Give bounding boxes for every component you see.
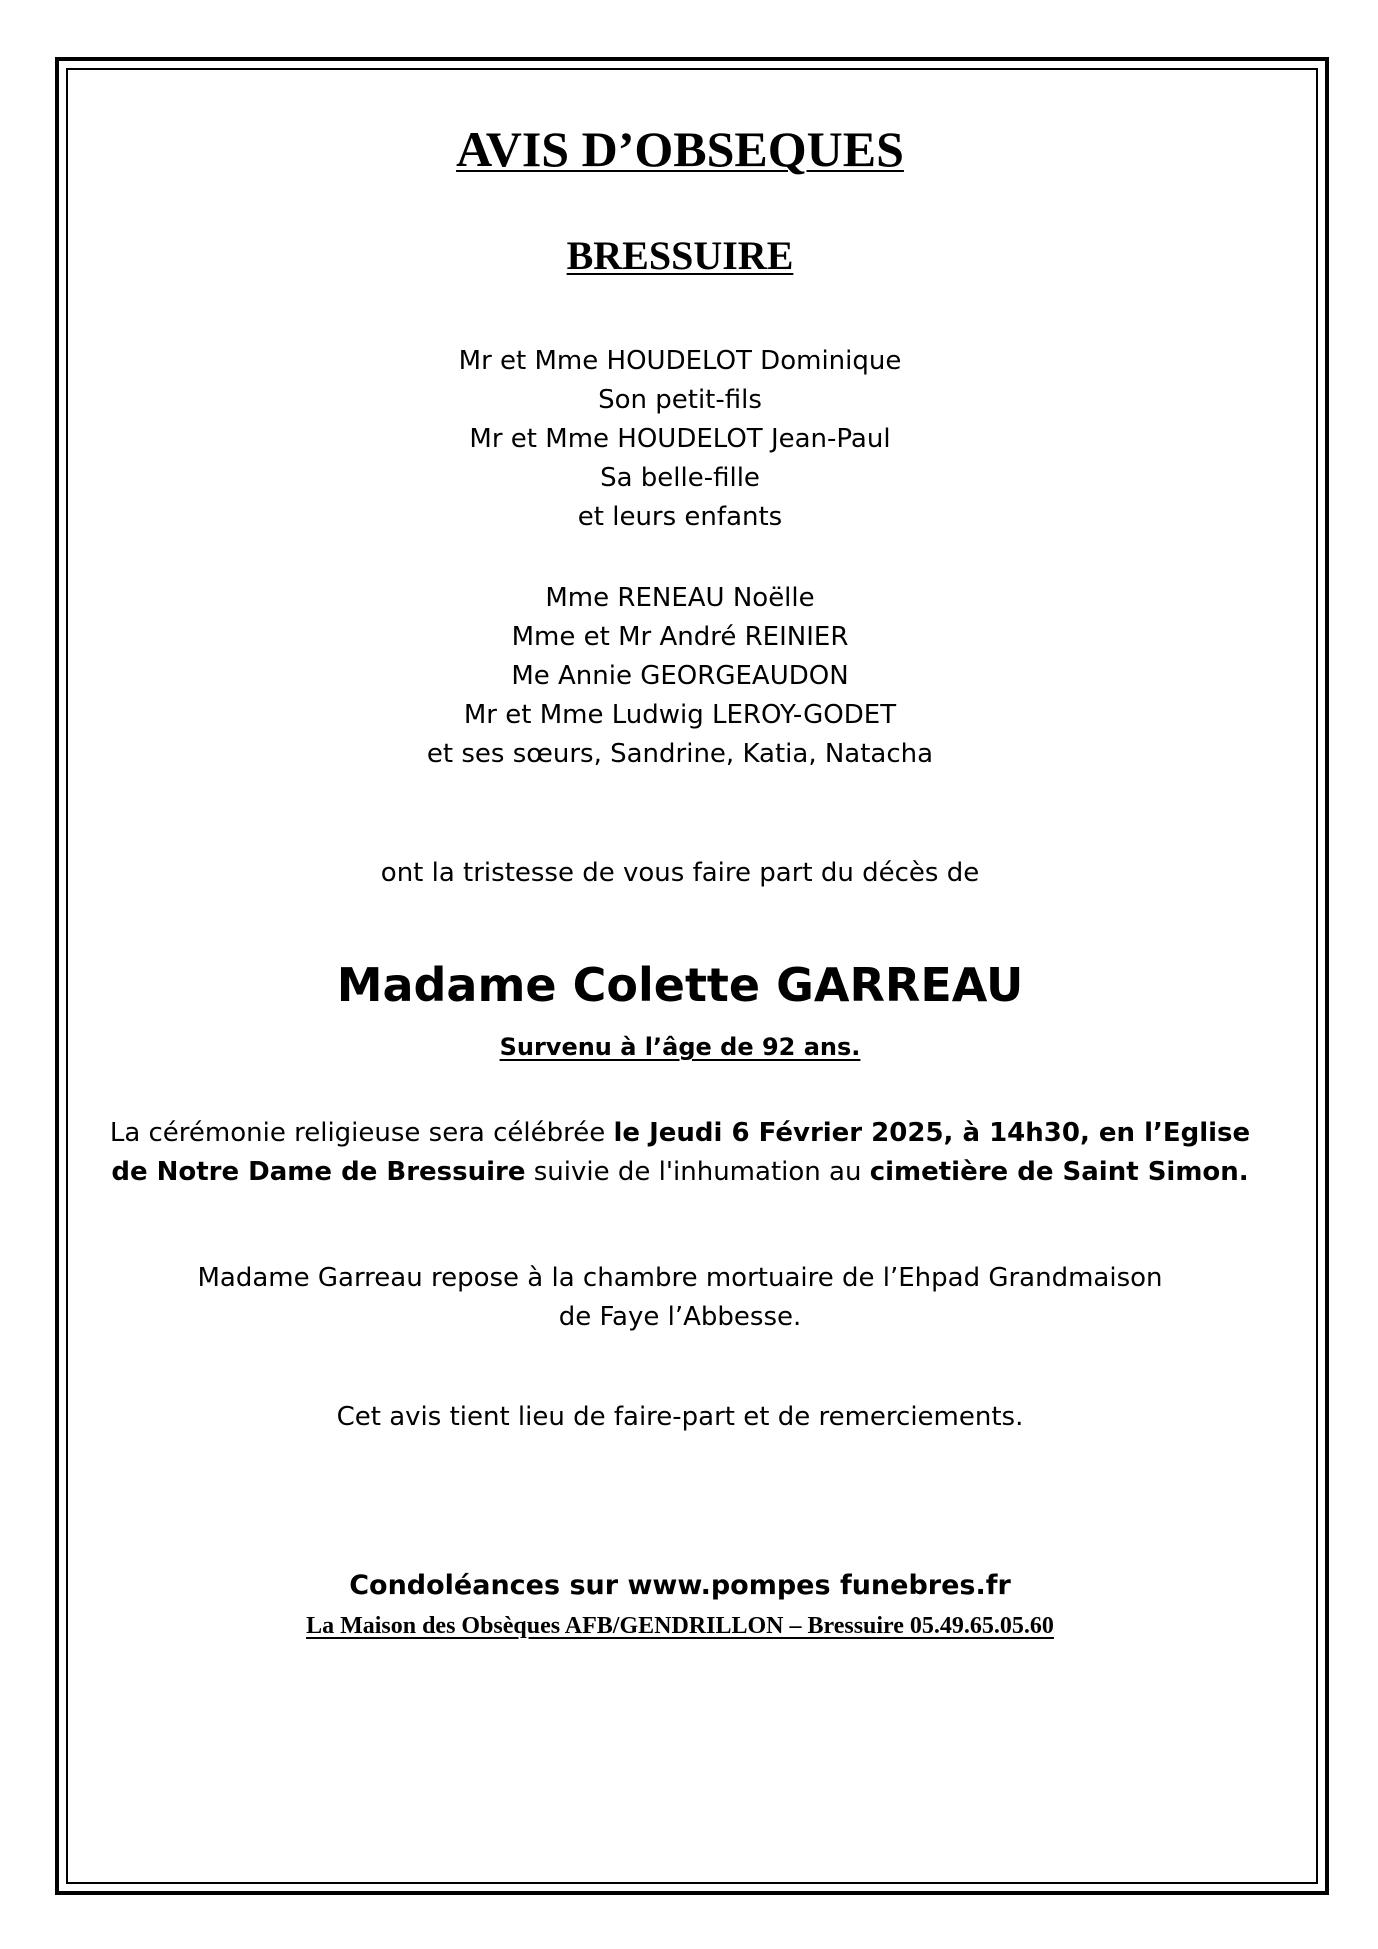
family-line: Mr et Mme HOUDELOT Dominique [458,346,902,376]
notice-title: AVIS D’OBSEQUES [456,121,904,177]
ceremony-line-2 [80,1157,1280,1187]
family-line: Mme et Mr André REINIER [511,622,849,652]
ceremony-line-1 [80,1118,1280,1148]
age-line: Survenu à l’âge de 92 ans. [499,1033,861,1061]
notice-text: Cet avis tient lieu de faire-part et de remerciements. [336,1402,1024,1432]
ceremony-text: La cérémonie religieuse sera célébrée [109,1118,614,1148]
funeral-home-line: La Maison des Obsèques AFB/GENDRILLON – Bressuire 05.49.65.05.60 [306,1613,1054,1639]
town-name: BRESSUIRE [566,233,794,278]
repose-line-2: de Faye l’Abbesse. [558,1302,802,1332]
family-line: et ses sœurs, Sandrine, Katia, Natacha [426,739,934,769]
cemetery-name: cimetière de Saint Simon. [869,1157,1249,1187]
family-line: Mr et Mme Ludwig LEROY-GODET [463,700,897,730]
repose-line-1: Madame Garreau repose à la chambre mortuaire de l’Ehpad Grandmaison [197,1263,1163,1293]
announcement-text: ont la tristesse de vous faire part du décès de [380,858,980,888]
family-line: Sa belle-fille [600,463,760,493]
family-line: Mme RENEAU Noëlle [545,583,815,613]
family-line: Son petit-fils [598,385,762,415]
family-line: et leurs enfants [577,502,783,532]
deceased-name: Madame Colette GARREAU [336,958,1024,1012]
condolences-line: Condoléances sur www.pompes funebres.fr [349,1570,1011,1601]
church-name: de Notre Dame de Bressuire [111,1157,526,1187]
ceremony-date-place: le Jeudi 6 Février 2025, à 14h30, en l’Eglise [613,1118,1251,1148]
family-line: Me Annie GEORGEAUDON [511,661,849,691]
ceremony-text: suivie de l'inhumation au [525,1157,870,1187]
family-line: Mr et Mme HOUDELOT Jean-Paul [469,424,891,454]
